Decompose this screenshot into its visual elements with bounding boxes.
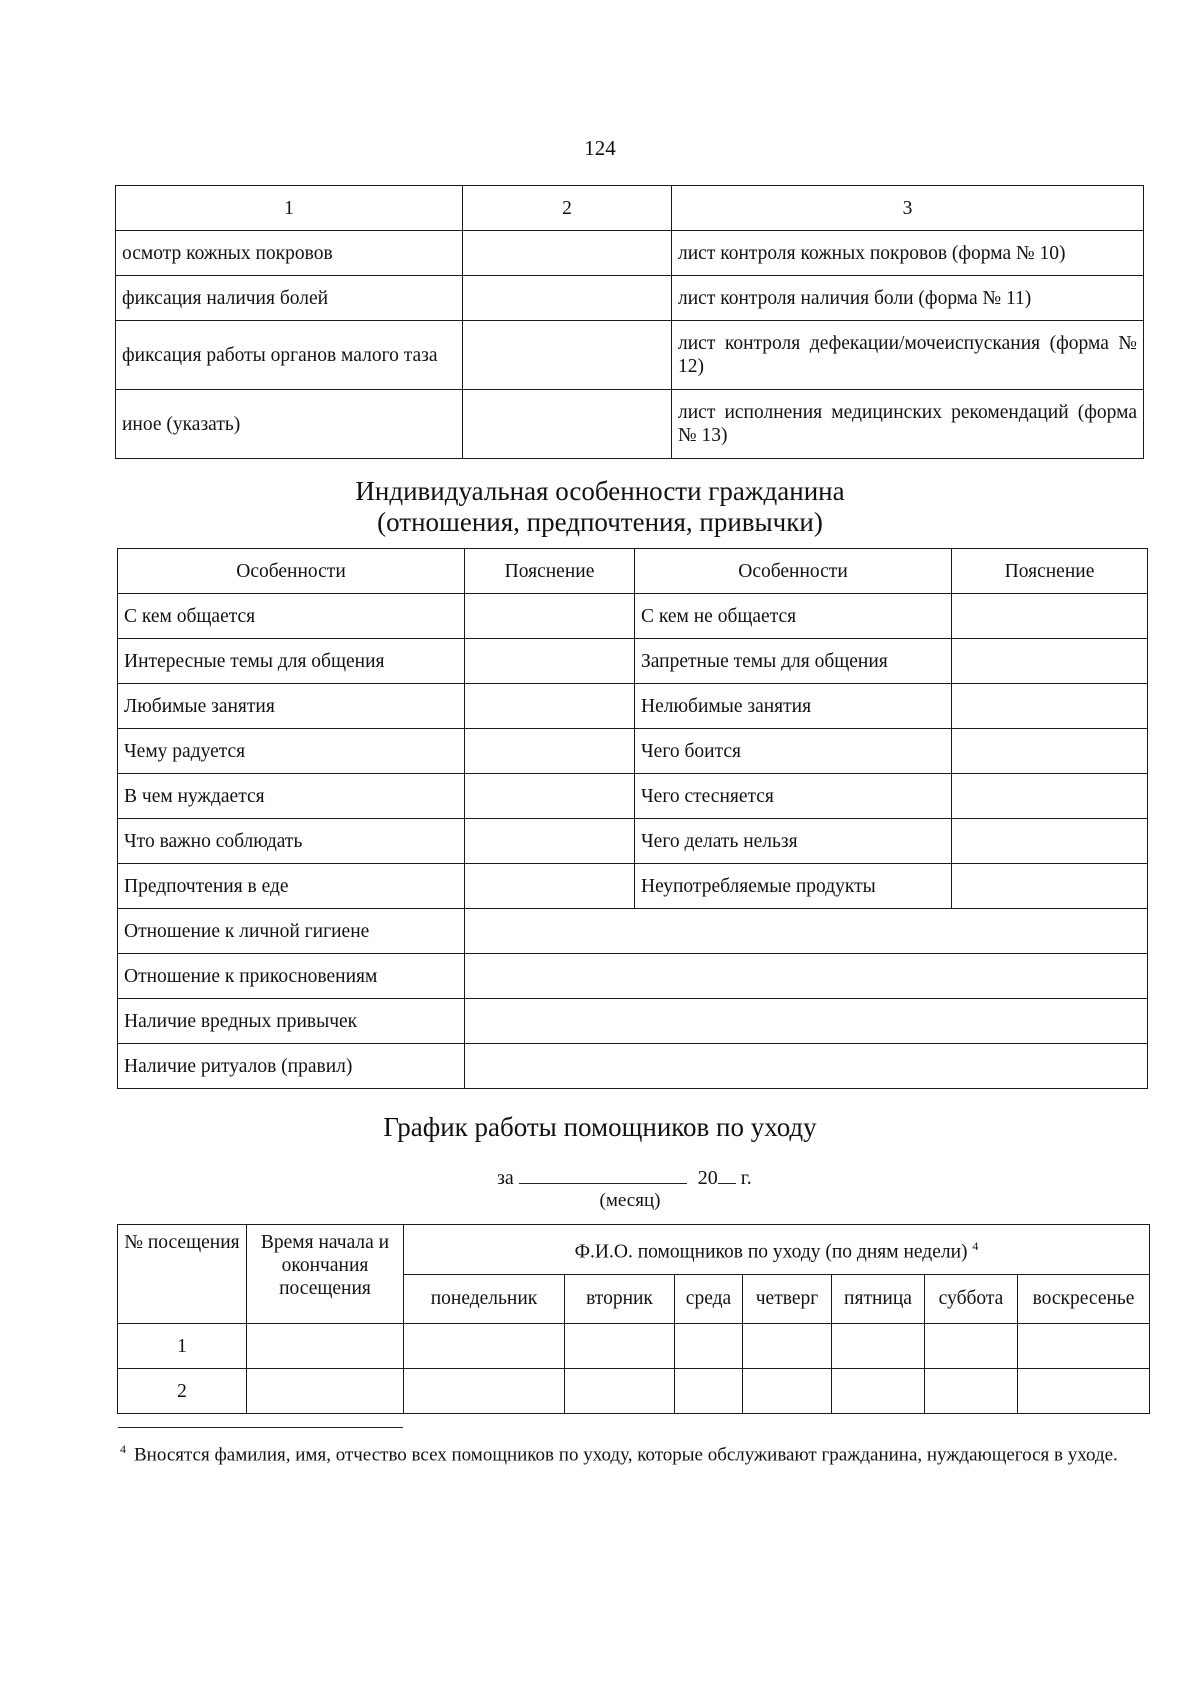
form-cell xyxy=(672,390,1144,459)
schedule-cell xyxy=(565,1369,675,1414)
schedule-cell xyxy=(743,1369,832,1414)
table-row xyxy=(118,909,1148,954)
action-cell xyxy=(116,321,463,390)
explanation-cell xyxy=(952,864,1148,909)
schedule-table xyxy=(117,1224,1150,1414)
footnote-text: Вносятся фамилия, имя, отчество всех помощников по уходу, которые обслуживают гражданина, нуждающегося в уходе. xyxy=(134,1444,1118,1466)
header-assistant-names xyxy=(404,1225,1150,1275)
table-row xyxy=(118,1369,1150,1414)
action-text: фиксация работы органов малого таза xyxy=(122,344,438,366)
care-actions-table xyxy=(115,185,1144,459)
feature-cell: Интересные темы для общения xyxy=(118,639,465,684)
table-header-row xyxy=(116,186,1144,231)
explanation-cell xyxy=(952,639,1148,684)
feature-cell: Наличие ритуалов (правил) xyxy=(118,1044,465,1089)
table-row xyxy=(118,999,1148,1044)
empty-cell xyxy=(463,321,672,390)
table-row xyxy=(118,864,1148,909)
day-sunday: воскресенье xyxy=(1018,1274,1150,1324)
table-row xyxy=(118,594,1148,639)
month-blank xyxy=(519,1165,687,1184)
feature-cell: Нелюбимые занятия xyxy=(635,684,952,729)
feature-cell: Отношение к прикосновениям xyxy=(118,954,465,999)
feature-cell: Чему радуется xyxy=(118,729,465,774)
schedule-cell xyxy=(1018,1369,1150,1414)
feature-cell: Неупотребляемые продукты xyxy=(635,864,952,909)
schedule-cell xyxy=(404,1324,565,1369)
footnote-mark: 4 xyxy=(120,1442,126,1456)
schedule-cell xyxy=(832,1324,925,1369)
schedule-cell xyxy=(247,1369,404,1414)
schedule-cell xyxy=(832,1369,925,1414)
header-explanation-left: Пояснение xyxy=(465,549,635,594)
table-row xyxy=(116,321,1144,390)
header-assistant-names-text: Ф.И.О. помощников по уходу (по дням недели) xyxy=(574,1241,968,1263)
action-cell: осмотр кожных покровов xyxy=(116,231,463,276)
schedule-cell xyxy=(1018,1324,1150,1369)
column-number-3: 3 xyxy=(672,186,1144,231)
feature-cell: Предпочтения в еде xyxy=(118,864,465,909)
table-row xyxy=(118,639,1148,684)
schedule-cell xyxy=(247,1324,404,1369)
feature-cell: Чего боится xyxy=(635,729,952,774)
action-cell: фиксация наличия болей xyxy=(116,276,463,321)
column-number-2: 2 xyxy=(463,186,672,231)
schedule-cell xyxy=(675,1324,743,1369)
schedule-cell xyxy=(404,1369,565,1414)
section-title-line-1: Индивидуальная особенности гражданина xyxy=(355,476,845,506)
header-explanation-right: Пояснение xyxy=(952,549,1148,594)
empty-cell xyxy=(463,231,672,276)
form-cell: лист контроля наличия боли (форма № 11) xyxy=(672,276,1144,321)
footnote xyxy=(118,1437,1150,1467)
footnote-mark: 4 xyxy=(972,1239,979,1253)
explanation-cell xyxy=(465,729,635,774)
empty-cell xyxy=(463,276,672,321)
day-tuesday: вторник xyxy=(565,1274,675,1324)
explanation-cell xyxy=(465,909,1148,954)
table-row xyxy=(116,390,1144,459)
schedule-cell xyxy=(565,1324,675,1369)
schedule-cell xyxy=(925,1369,1018,1414)
day-wednesday: среда xyxy=(675,1274,743,1324)
table-row xyxy=(118,774,1148,819)
day-monday: понедельник xyxy=(404,1274,565,1324)
period-year: 20 xyxy=(697,1167,718,1189)
column-number-1: 1 xyxy=(116,186,463,231)
explanation-cell xyxy=(465,999,1148,1044)
feature-cell: Любимые занятия xyxy=(118,684,465,729)
table-row xyxy=(118,954,1148,999)
feature-cell: С кем не общается xyxy=(635,594,952,639)
schedule-cell xyxy=(925,1324,1018,1369)
footnote-separator xyxy=(118,1427,403,1428)
form-text: лист контроля дефекации/мочеиспускания (форма № 12) xyxy=(678,333,1137,377)
feature-cell: Запретные темы для общения xyxy=(635,639,952,684)
table-row xyxy=(116,276,1144,321)
form-cell: лист контроля кожных покровов (форма № 10) xyxy=(672,231,1144,276)
explanation-cell xyxy=(465,864,635,909)
explanation-cell xyxy=(465,639,635,684)
header-features-left: Особенности xyxy=(118,549,465,594)
empty-cell xyxy=(463,390,672,459)
table-row xyxy=(116,231,1144,276)
feature-cell: С кем общается xyxy=(118,594,465,639)
table-row xyxy=(118,729,1148,774)
explanation-cell xyxy=(952,774,1148,819)
table-header-row xyxy=(118,549,1148,594)
period-line xyxy=(497,1165,752,1190)
feature-cell: Наличие вредных привычек xyxy=(118,999,465,1044)
explanation-cell xyxy=(465,684,635,729)
page-number: 124 xyxy=(584,136,616,160)
visit-number-cell: 1 xyxy=(118,1324,247,1369)
header-visit-number: № посещения xyxy=(118,1225,247,1324)
header-features-right: Особенности xyxy=(635,549,952,594)
visit-number-cell: 2 xyxy=(118,1369,247,1414)
action-cell: иное (указать) xyxy=(116,390,463,459)
table-row xyxy=(118,1044,1148,1089)
feature-cell: Отношение к личной гигиене xyxy=(118,909,465,954)
table-header-row xyxy=(118,1225,1150,1275)
form-text: лист исполнения медицинских рекомендаций (форма № 13) xyxy=(678,402,1137,446)
section-title-line-2: (отношения, предпочтения, привычки) xyxy=(377,507,823,537)
feature-cell: Чего делать нельзя xyxy=(635,819,952,864)
schedule-cell xyxy=(675,1369,743,1414)
period-suffix: г. xyxy=(740,1167,752,1189)
period-prefix: за xyxy=(497,1167,514,1189)
header-visit-time: Время начала и окончания посещения xyxy=(247,1225,404,1324)
feature-cell: В чем нуждается xyxy=(118,774,465,819)
table-row xyxy=(118,684,1148,729)
schedule-cell xyxy=(743,1324,832,1369)
explanation-cell xyxy=(952,819,1148,864)
explanation-cell xyxy=(465,594,635,639)
day-saturday: суббота xyxy=(925,1274,1018,1324)
year-blank xyxy=(718,1165,736,1184)
feature-cell: Чего стесняется xyxy=(635,774,952,819)
table-row xyxy=(118,819,1148,864)
feature-cell: Что важно соблюдать xyxy=(118,819,465,864)
explanation-cell xyxy=(465,774,635,819)
explanation-cell xyxy=(952,594,1148,639)
explanation-cell xyxy=(952,684,1148,729)
section-title-schedule: График работы помощников по уходу xyxy=(383,1112,817,1142)
features-table xyxy=(117,548,1148,1089)
day-friday: пятница xyxy=(832,1274,925,1324)
form-cell xyxy=(672,321,1144,390)
explanation-cell xyxy=(465,954,1148,999)
explanation-cell xyxy=(952,729,1148,774)
explanation-cell xyxy=(465,819,635,864)
explanation-cell xyxy=(465,1044,1148,1089)
section-title-features xyxy=(0,476,1200,538)
month-caption: (месяц) xyxy=(599,1190,661,1211)
day-thursday: четверг xyxy=(743,1274,832,1324)
table-row xyxy=(118,1324,1150,1369)
